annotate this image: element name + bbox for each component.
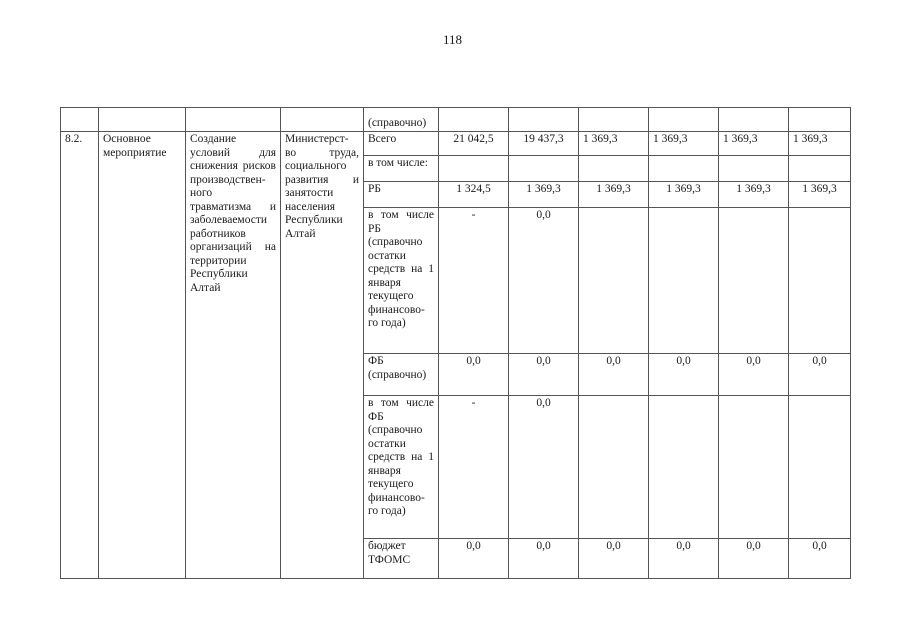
value-cell <box>579 396 649 539</box>
value-cell: - <box>439 208 509 354</box>
value-cell <box>789 156 851 182</box>
cell-empty <box>281 108 364 132</box>
cell-empty <box>789 108 851 132</box>
value-cell: 0,0 <box>719 539 789 579</box>
cell-empty <box>61 108 99 132</box>
value-cell: 0,0 <box>579 539 649 579</box>
value-cell <box>439 156 509 182</box>
value-cell: 1 369,3 <box>789 132 851 156</box>
value-cell <box>719 156 789 182</box>
budget-table <box>60 107 851 579</box>
value-cell: - <box>439 396 509 539</box>
value-cell: 0,0 <box>789 539 851 579</box>
value-cell: 0,0 <box>789 354 851 396</box>
table-row-top <box>61 108 851 132</box>
row-type: Основное мероприятие <box>99 132 186 579</box>
value-cell <box>719 208 789 354</box>
value-cell: 1 369,3 <box>719 132 789 156</box>
value-cell: 1 369,3 <box>719 182 789 208</box>
table-row <box>61 132 851 156</box>
value-cell: 21 042,5 <box>439 132 509 156</box>
value-cell <box>649 396 719 539</box>
cell-empty <box>719 108 789 132</box>
cell-empty <box>649 108 719 132</box>
value-cell: 1 369,3 <box>579 182 649 208</box>
row-number: 8.2. <box>61 132 99 579</box>
source-cell: в том числе: <box>364 156 439 182</box>
value-cell <box>579 208 649 354</box>
value-cell <box>789 396 851 539</box>
value-cell: 1 369,3 <box>509 182 579 208</box>
row-executor: Министерст-во труда, социального развития и занятости населения Республики Алтай <box>281 132 364 579</box>
cell-empty <box>579 108 649 132</box>
value-cell: 1 324,5 <box>439 182 509 208</box>
source-cell: в том числе ФБ (справочно остатки средств на 1 января текущего финансово-го года) <box>364 396 439 539</box>
value-cell <box>649 156 719 182</box>
row-name: Создание условий для снижения рисков производствен-ного травматизма и заболеваемости работников организаций на территории Республики Алтай <box>186 132 281 579</box>
source-cell: (справочно) <box>364 108 439 132</box>
value-cell <box>719 396 789 539</box>
value-cell: 0,0 <box>509 396 579 539</box>
value-cell: 0,0 <box>649 539 719 579</box>
value-cell <box>789 208 851 354</box>
value-cell <box>649 208 719 354</box>
value-cell: 1 369,3 <box>649 182 719 208</box>
value-cell: 0,0 <box>439 354 509 396</box>
value-cell <box>509 156 579 182</box>
value-cell: 0,0 <box>439 539 509 579</box>
value-cell <box>579 156 649 182</box>
value-cell: 0,0 <box>579 354 649 396</box>
cell-empty <box>186 108 281 132</box>
page-number: 118 <box>442 32 463 47</box>
source-cell: Всего <box>364 132 439 156</box>
value-cell: 0,0 <box>509 539 579 579</box>
cell-empty <box>99 108 186 132</box>
value-cell: 1 369,3 <box>649 132 719 156</box>
value-cell: 0,0 <box>509 208 579 354</box>
value-cell: 19 437,3 <box>509 132 579 156</box>
source-cell: бюджет ТФОМС <box>364 539 439 579</box>
value-cell: 1 369,3 <box>789 182 851 208</box>
value-cell: 0,0 <box>649 354 719 396</box>
source-cell: в том числе РБ (справочно остатки средств на 1 января текущего финансово-го года) <box>364 208 439 354</box>
cell-empty <box>509 108 579 132</box>
cell-empty <box>439 108 509 132</box>
value-cell: 0,0 <box>719 354 789 396</box>
source-cell: РБ <box>364 182 439 208</box>
value-cell: 0,0 <box>509 354 579 396</box>
source-cell: ФБ (справочно) <box>364 354 439 396</box>
value-cell: 1 369,3 <box>579 132 649 156</box>
